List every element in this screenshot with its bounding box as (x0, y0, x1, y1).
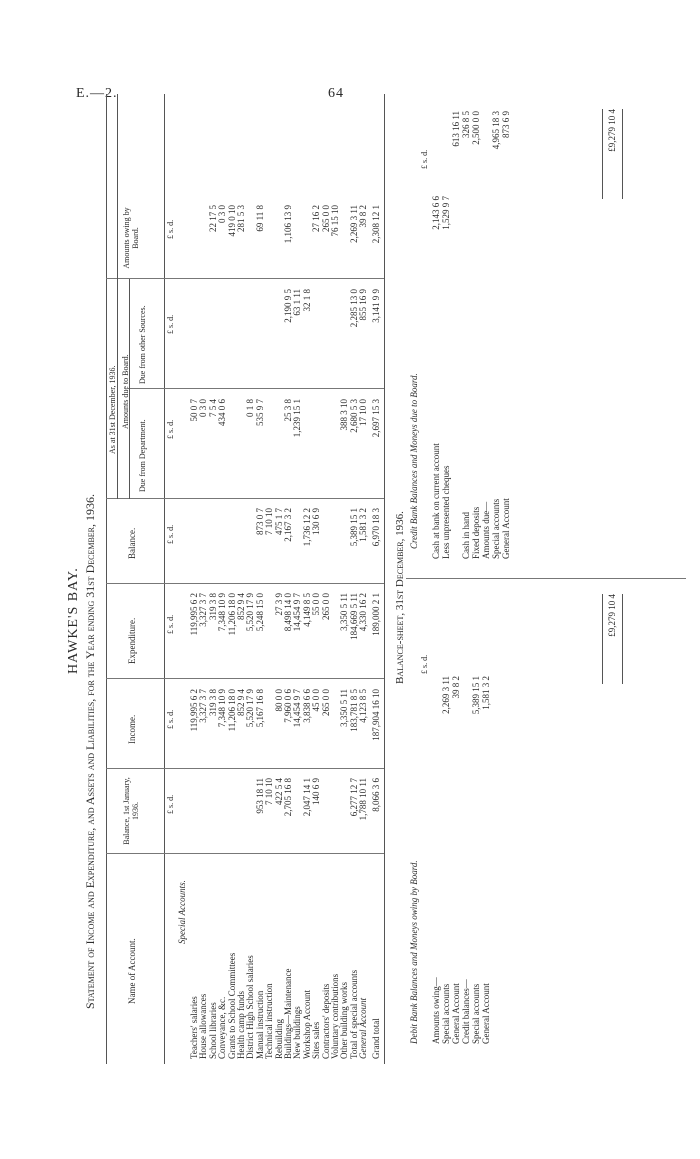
amount-cell: 8,498 14 0 (283, 593, 293, 632)
balance-sheet-label: Cash at bank on current account (431, 443, 441, 559)
amount-cell: 80 0 0 (273, 689, 284, 712)
amount-cell: 265 0 0 (320, 593, 331, 620)
balance-sheet-label: Amounts due— (481, 501, 491, 559)
amount-cell: 2,047 14 1 (301, 778, 312, 817)
amount-cell: 55 0 0 (311, 593, 322, 616)
table-bottom-rule (384, 94, 385, 1064)
col-divider (106, 583, 384, 584)
lsd-label: £ s. d. (166, 709, 175, 729)
balance-sheet-amount: 613 16 11 (451, 111, 461, 147)
balance-sheet-label: Amounts owing— (431, 977, 441, 1044)
amount-cell: 2,167 3 2 (283, 508, 293, 542)
amount-cell: 187,904 16 10 (371, 689, 381, 741)
amount-cell: 281 5 3 (236, 205, 246, 232)
account-name: Workshop Account (301, 989, 312, 1059)
amount-cell: 1,581 3 2 (358, 508, 368, 542)
col-baljan-header: Balance, 1st January, 1936. (122, 777, 140, 845)
amount-cell: 873 0 7 (254, 508, 265, 535)
amount-cell: 5,520 17 9 (245, 689, 256, 728)
as-at-header: As at 31st December, 1936. (108, 365, 117, 454)
amount-cell: 3,327 3 7 (198, 689, 209, 723)
amount-cell: 419 0 10 (226, 205, 237, 237)
left-total-underline (622, 594, 623, 684)
amount-cell: 0 3 0 (217, 205, 228, 223)
amount-cell: 5,248 15 0 (254, 593, 265, 632)
amount-cell: 130 6 9 (311, 508, 322, 535)
amount-cell: 1,106 13 9 (283, 205, 293, 244)
lsd-label: £ s. d. (166, 794, 175, 814)
balance-sheet-amount: 2,500 0 0 (471, 111, 481, 145)
due-other-header: Due from other Sources. (138, 305, 147, 384)
amount-cell: 45 0 0 (311, 689, 322, 712)
amount-cell: 32 1 8 (301, 289, 312, 312)
page-number: 64 (328, 86, 344, 101)
left-total-rule (602, 594, 603, 684)
amount-cell: 388 3 10 (339, 399, 350, 431)
account-name: General Account (358, 997, 368, 1059)
amount-cell: 535 9 7 (254, 399, 265, 426)
balance-sheet-label: Fixed deposits (471, 506, 481, 559)
amount-cell: 6,970 18 3 (371, 508, 381, 547)
balance-sheet-amount: 2,269 3 11 (441, 676, 451, 714)
due-dept-header: Due from Department. (138, 419, 147, 492)
amount-cell: 2,190 9 5 (283, 289, 293, 323)
amount-cell: 1,736 12 2 (301, 508, 312, 547)
amount-cell: 0 3 0 (198, 399, 209, 417)
amount-cell: 265 0 0 (320, 205, 331, 232)
amount-cell: 11,206 18 0 (226, 593, 237, 636)
amount-cell: 0 1 8 (245, 399, 256, 417)
balance-sheet-title: Balance-sheet, 31st December, 1936. (394, 511, 406, 684)
balance-sheet-amount: 326 8 5 (461, 111, 471, 138)
amount-cell: 184,669 5 11 (349, 593, 359, 640)
amount-cell: 3,350 5 11 (339, 689, 350, 727)
amount-cell: 22 17 5 (207, 205, 218, 232)
amount-cell: 852 9 4 (236, 689, 246, 716)
amount-cell: 2,705 16 8 (283, 778, 293, 817)
amount-cell: 2,680 5 3 (349, 399, 359, 433)
amount-cell: 2,285 13 0 (349, 289, 359, 328)
account-name: New buildings (292, 1006, 303, 1059)
amount-cell: 1,239 15 1 (292, 399, 303, 438)
amount-cell: 2,697 15 3 (371, 399, 381, 438)
col-divider (106, 853, 384, 854)
account-name: Grants to School Committees (226, 952, 237, 1059)
col-name-header: Name of Account. (127, 938, 137, 1004)
amount-cell: 7,348 10 9 (217, 593, 228, 632)
amount-cell: 3,838 6 6 (301, 689, 312, 723)
account-name: School libraries (207, 1002, 218, 1059)
lsd-label: £ s. d. (166, 314, 175, 334)
account-name: House allowances (198, 993, 209, 1059)
account-name: Other building works (339, 982, 350, 1059)
amount-cell: 119,995 6 2 (189, 593, 199, 636)
amount-cell: 953 18 11 (254, 778, 265, 814)
amount-cell: 3,141 9 9 (371, 289, 381, 323)
amount-cell: 7 10 10 (264, 778, 275, 805)
account-name: Contractors' deposits (320, 983, 331, 1059)
amount-cell: 1,788 10 11 (358, 778, 368, 821)
debit-heading: Debit Bank Balances and Moneys owing by Board. (409, 860, 419, 1044)
amount-cell: 7,960 0 6 (283, 689, 293, 723)
amount-cell: 39 8 2 (358, 205, 368, 228)
right-total: £9,279 10 4 (607, 109, 617, 152)
amount-cell: 27 16 2 (311, 205, 322, 232)
credit-heading: Credit Bank Balances and Moneys due to Board. (409, 373, 419, 549)
col-divider (128, 388, 384, 389)
amount-cell: 140 6 9 (311, 778, 322, 805)
statement-title: Statement of Income and Expenditure, and Assets and Liabilities, for the Year ending 31st December, 1936. (83, 493, 97, 1009)
amount-cell: 25 3 8 (283, 399, 293, 422)
balance-sheet-label: Credit balances— (461, 979, 471, 1044)
right-total-underline (622, 109, 623, 199)
amount-cell: 189,000 2 1 (371, 593, 381, 636)
amount-cell: 7 10 10 (264, 508, 275, 535)
balance-sheet-amount: 39 8 2 (451, 676, 461, 699)
amount-cell: 5,389 15 1 (349, 508, 359, 547)
amount-cell: 17 10 0 (358, 399, 368, 426)
account-name: Total of special accounts (349, 969, 359, 1059)
amount-cell: 319 3 8 (207, 593, 218, 620)
account-name: Manual instruction (254, 990, 265, 1059)
account-name: Technical instruction (264, 983, 275, 1059)
amount-cell: 4,149 8 5 (301, 593, 312, 627)
table-top-rule (106, 94, 107, 1064)
amount-cell: 3,327 3 7 (198, 593, 209, 627)
amount-cell: 7 5 4 (207, 399, 218, 417)
amounts-due-rule (129, 279, 130, 499)
lsd-label: £ s. d. (166, 614, 175, 634)
amount-cell: 183,781 8 5 (349, 689, 359, 732)
amount-cell: 27 3 9 (273, 593, 284, 616)
amount-cell: 14,454 9 7 (292, 593, 303, 632)
account-name: Rebuilding (273, 1019, 284, 1059)
lsd-label: £ s. d. (166, 524, 175, 544)
amount-cell: 475 1 7 (273, 508, 284, 535)
account-name: District High School salaries (245, 955, 256, 1059)
district-heading: HAWKE'S BAY. (66, 567, 81, 674)
amounts-due-header: Amounts due to Board. (121, 354, 130, 429)
account-name: Health camp funds (236, 991, 246, 1059)
amount-cell: 7,348 10 9 (217, 689, 228, 728)
balance-sheet-label: Cash in hand (461, 512, 471, 559)
amount-cell: 265 0 0 (320, 689, 331, 716)
account-name: Voluntary contributions (330, 973, 340, 1059)
amount-cell: 6,277 12 7 (349, 778, 359, 817)
account-name: Teachers' salaries (189, 996, 199, 1059)
balance-sheet-label: General Account (451, 983, 461, 1044)
amount-cell: 76 15 10 (330, 205, 340, 237)
lsd-label: £ s. d. (420, 654, 429, 674)
balance-sheet-label: Special accounts (471, 983, 481, 1044)
balance-sheet-label: Less unpresented cheques (441, 465, 451, 559)
amount-cell: 69 11 8 (254, 205, 265, 232)
balance-sheet-amount: 873 6 9 (501, 111, 511, 138)
amount-cell: 855 16 9 (358, 289, 368, 321)
amount-cell: 5,167 16 8 (254, 689, 265, 728)
balance-sheet-amount: 1,581 3 2 (481, 676, 491, 710)
amount-cell: 434 0 6 (217, 399, 228, 426)
account-name: Conveyance, &c. (217, 996, 228, 1059)
special-accounts-heading: Special Accounts. (177, 880, 187, 944)
amount-cell: 8,066 3 6 (371, 778, 381, 812)
balance-sheet-label: General Account (501, 498, 511, 559)
as-at-rule (117, 94, 118, 499)
owing-header: Amounts owing by Board. (122, 207, 140, 269)
left-total: £9,279 10 4 (607, 594, 617, 637)
balance-sheet-label: Special accounts (491, 498, 501, 559)
col-expenditure-header: Expenditure. (127, 617, 137, 664)
account-name: Buildings—Maintenance (283, 968, 293, 1059)
amount-cell: 50 0 7 (189, 399, 199, 422)
balance-sheet-amount: 1,529 9 7 (441, 196, 451, 230)
amount-cell: 319 3 8 (207, 689, 218, 716)
amount-cell: 852 9 4 (236, 593, 246, 620)
account-name: Grand total (371, 1018, 381, 1059)
amount-cell: 4,330 16 2 (358, 593, 368, 632)
amount-cell: 4,123 8 5 (358, 689, 368, 723)
balance-sheet-label: General Account (481, 983, 491, 1044)
page-reference: E.—2. (76, 86, 118, 101)
amount-cell: 5,520 17 9 (245, 593, 256, 632)
lsd-label: £ s. d. (166, 419, 175, 439)
balance-sheet-amount: 4,965 18 3 (491, 111, 501, 150)
amount-cell: 14,454 9 7 (292, 689, 303, 728)
balance-sheet-amount: 2,143 6 6 (431, 196, 441, 230)
lsd-label: £ s. d. (166, 219, 175, 239)
balance-sheet-divider (406, 578, 686, 579)
amount-cell: 422 5 4 (273, 778, 284, 805)
col-balance-header: Balance. (127, 527, 137, 559)
balance-sheet-amount: 5,389 15 1 (471, 676, 481, 715)
right-total-rule (602, 109, 603, 199)
lsd-label: £ s. d. (420, 149, 429, 169)
balance-sheet-label: Special accounts (441, 983, 451, 1044)
header-bottom-rule (164, 94, 165, 1064)
rotated-statement (66, 94, 700, 1104)
amount-cell: 3,350 5 11 (339, 593, 350, 631)
col-income-header: Income. (127, 714, 137, 744)
account-name: Sites sales (311, 1021, 322, 1059)
amount-cell: 2,308 12 1 (371, 205, 381, 244)
amount-cell: 63 1 11 (292, 289, 303, 316)
amount-cell: 2,269 3 11 (349, 205, 359, 243)
amount-cell: 11,206 18 0 (226, 689, 237, 732)
amount-cell: 119,995 6 2 (189, 689, 199, 732)
